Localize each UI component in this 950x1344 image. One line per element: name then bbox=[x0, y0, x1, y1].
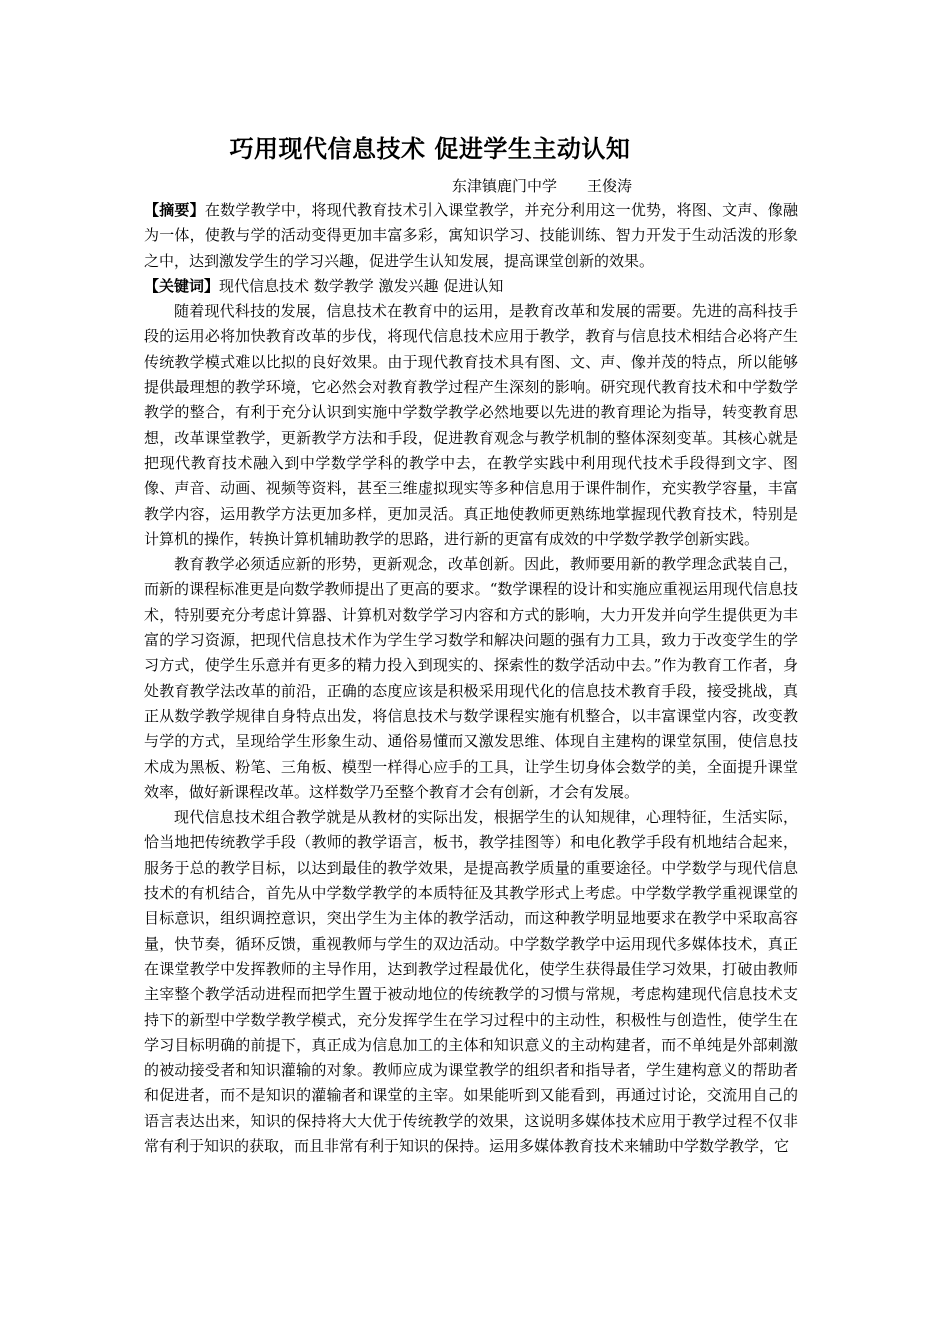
author-name: 王俊涛 bbox=[587, 177, 633, 195]
keywords-label: 【关键词】 bbox=[144, 276, 220, 295]
body-paragraph: 现代信息技术组合教学就是从教材的实际出发，根据学生的认知规律，心理特征，生活实际，恰当地把传统教学手段（教师的教学语言，板书，教学挂图等）和电化教学手段有机地结合起来，服务于总的教学目标，以达到最佳的教学效果，是提高教学质量的重要途径。中学数学与现代信息技术的有机结合，首先从中学数学教学的本质特征及其教学形式上考虑。中学数学教学重视课堂的目标意识，组织调控意识，突出学生为主体的教学活动，而这种教学明显地要求在教学中采取高容量，快节奏，循环反馈，重视教师与学生的双边活动。中学数学教学中运用现代多媒体技术，真正在课堂教学中发挥教师的主导作用，达到教学过程最优化，使学生获得最佳学习效果，打破由教师主宰整个教学活动进程而把学生置于被动地位的传统教学的习惯与常规，考虑构建现代信息技术支持下的新型中学数学教学模式，充分发挥学生在学习过程中的主动性，积极性与创造性，使学生在学习目标明确的前提下，真正成为信息加工的主体和知识意义的主动构建者，而不单纯是外部刺激的被动接受者和知识灌输的对象。教师应成为课堂教学的组织者和指导者，学生建构意义的帮助者和促进者，而不是知识的灌输者和课堂的主宰。如果能听到又能看到，再通过讨论，交流用自己的语言表达出来，知识的保持将大大优于传统教学的效果，这说明多媒体技术应用于教学过程不仅非常有利于知识的获取，而且非常有利于知识的保持。运用多媒体教育技术来辅助中学数学教学，它 bbox=[144, 808, 798, 1155]
author-school: 东津镇鹿门中学 bbox=[452, 177, 558, 195]
document-title: 巧用现代信息技术 促进学生主动认知 bbox=[229, 135, 631, 163]
author-line bbox=[452, 174, 632, 198]
abstract-label: 【摘要】 bbox=[144, 201, 205, 219]
keywords-text: 现代信息技术 数学教学 激发兴趣 促进认知 bbox=[219, 276, 504, 295]
keywords-paragraph bbox=[144, 274, 798, 299]
body-paragraph: 随着现代科技的发展，信息技术在教育中的运用，是教育改革和发展的需要。先进的高科技手段的运用必将加快教育改革的步伐，将现代信息技术应用于教学，教育与信息技术相结合必将产生传统教学模式难以比拟的良好效果。由于现代教育技术具有图、文、声、像并茂的特点，所以能够提供最理想的教学环境，它必然会对教育教学过程产生深刻的影响。研究现代教育技术和中学数学教学的整合，有利于充分认识到实施中学数学教学必然地要以先进的教育理论为指导，转变教育思想，改革课堂教学，更新教学方法和手段，促进教育观念与教学机制的整体深刻变革。其核心就是把现代教育技术融入到中学数学学科的教学中去，在教学实践中利用现代技术手段得到文字、图像、声音、动画、视频等资料，甚至三维虚拟现实等多种信息用于课件制作，充实教学容量，丰富教学内容，运用教学方法更加多样，更加灵活。真正地使教师更熟练地掌握现代教育技术，特别是计算机的操作，转换计算机辅助教学的思路，进行新的更富有成效的中学数学教学创新实践。 bbox=[144, 302, 798, 548]
document-body bbox=[144, 198, 798, 1159]
abstract-text: 在数学教学中，将现代教育技术引入课堂教学，并充分利用这一优势，将图、文声、像融为一体，使教与学的活动变得更加丰富多彩，寓知识学习、技能训练、智力开发于生动活泼的形象之中，达到激发学生的学习兴趣，促进学生认知发展，提高课堂创新的效果。 bbox=[144, 201, 798, 270]
body-paragraph: 教育教学必须适应新的形势，更新观念，改革创新。因此，教师要用新的教学理念武装自己，而新的课程标准更是向数学教师提出了更高的要求。“数学课程的设计和实施应重视运用现代信息技术，特别要充分考虑计算器、计算机对数学学习内容和方式的影响，大力开发并向学生提供更为丰富的学习资源，把现代信息技术作为学生学习数学和解决问题的强有力工具，致力于改变学生的学习方式，使学生乐意并有更多的精力投入到现实的、探索性的数学活动中去。”作为教育工作者，身处教育教学法改革的前沿，正确的态度应该是积极采用现代化的信息技术教育手段，接受挑战，真正从数学教学规律自身特点出发，将信息技术与数学课程实施有机整合，以丰富课堂内容，改变教与学的方式，呈现给学生形象生动、通俗易懂而又激发思维、体现自主建构的课堂氛围，使信息技术成为黑板、粉笔、三角板、模型一样得心应手的工具，让学生切身体会数学的美，全面提升课堂效率，做好新课程改革。这样数学乃至整个教育才会有创新，才会有发展。 bbox=[144, 555, 798, 801]
abstract-paragraph bbox=[144, 198, 798, 274]
